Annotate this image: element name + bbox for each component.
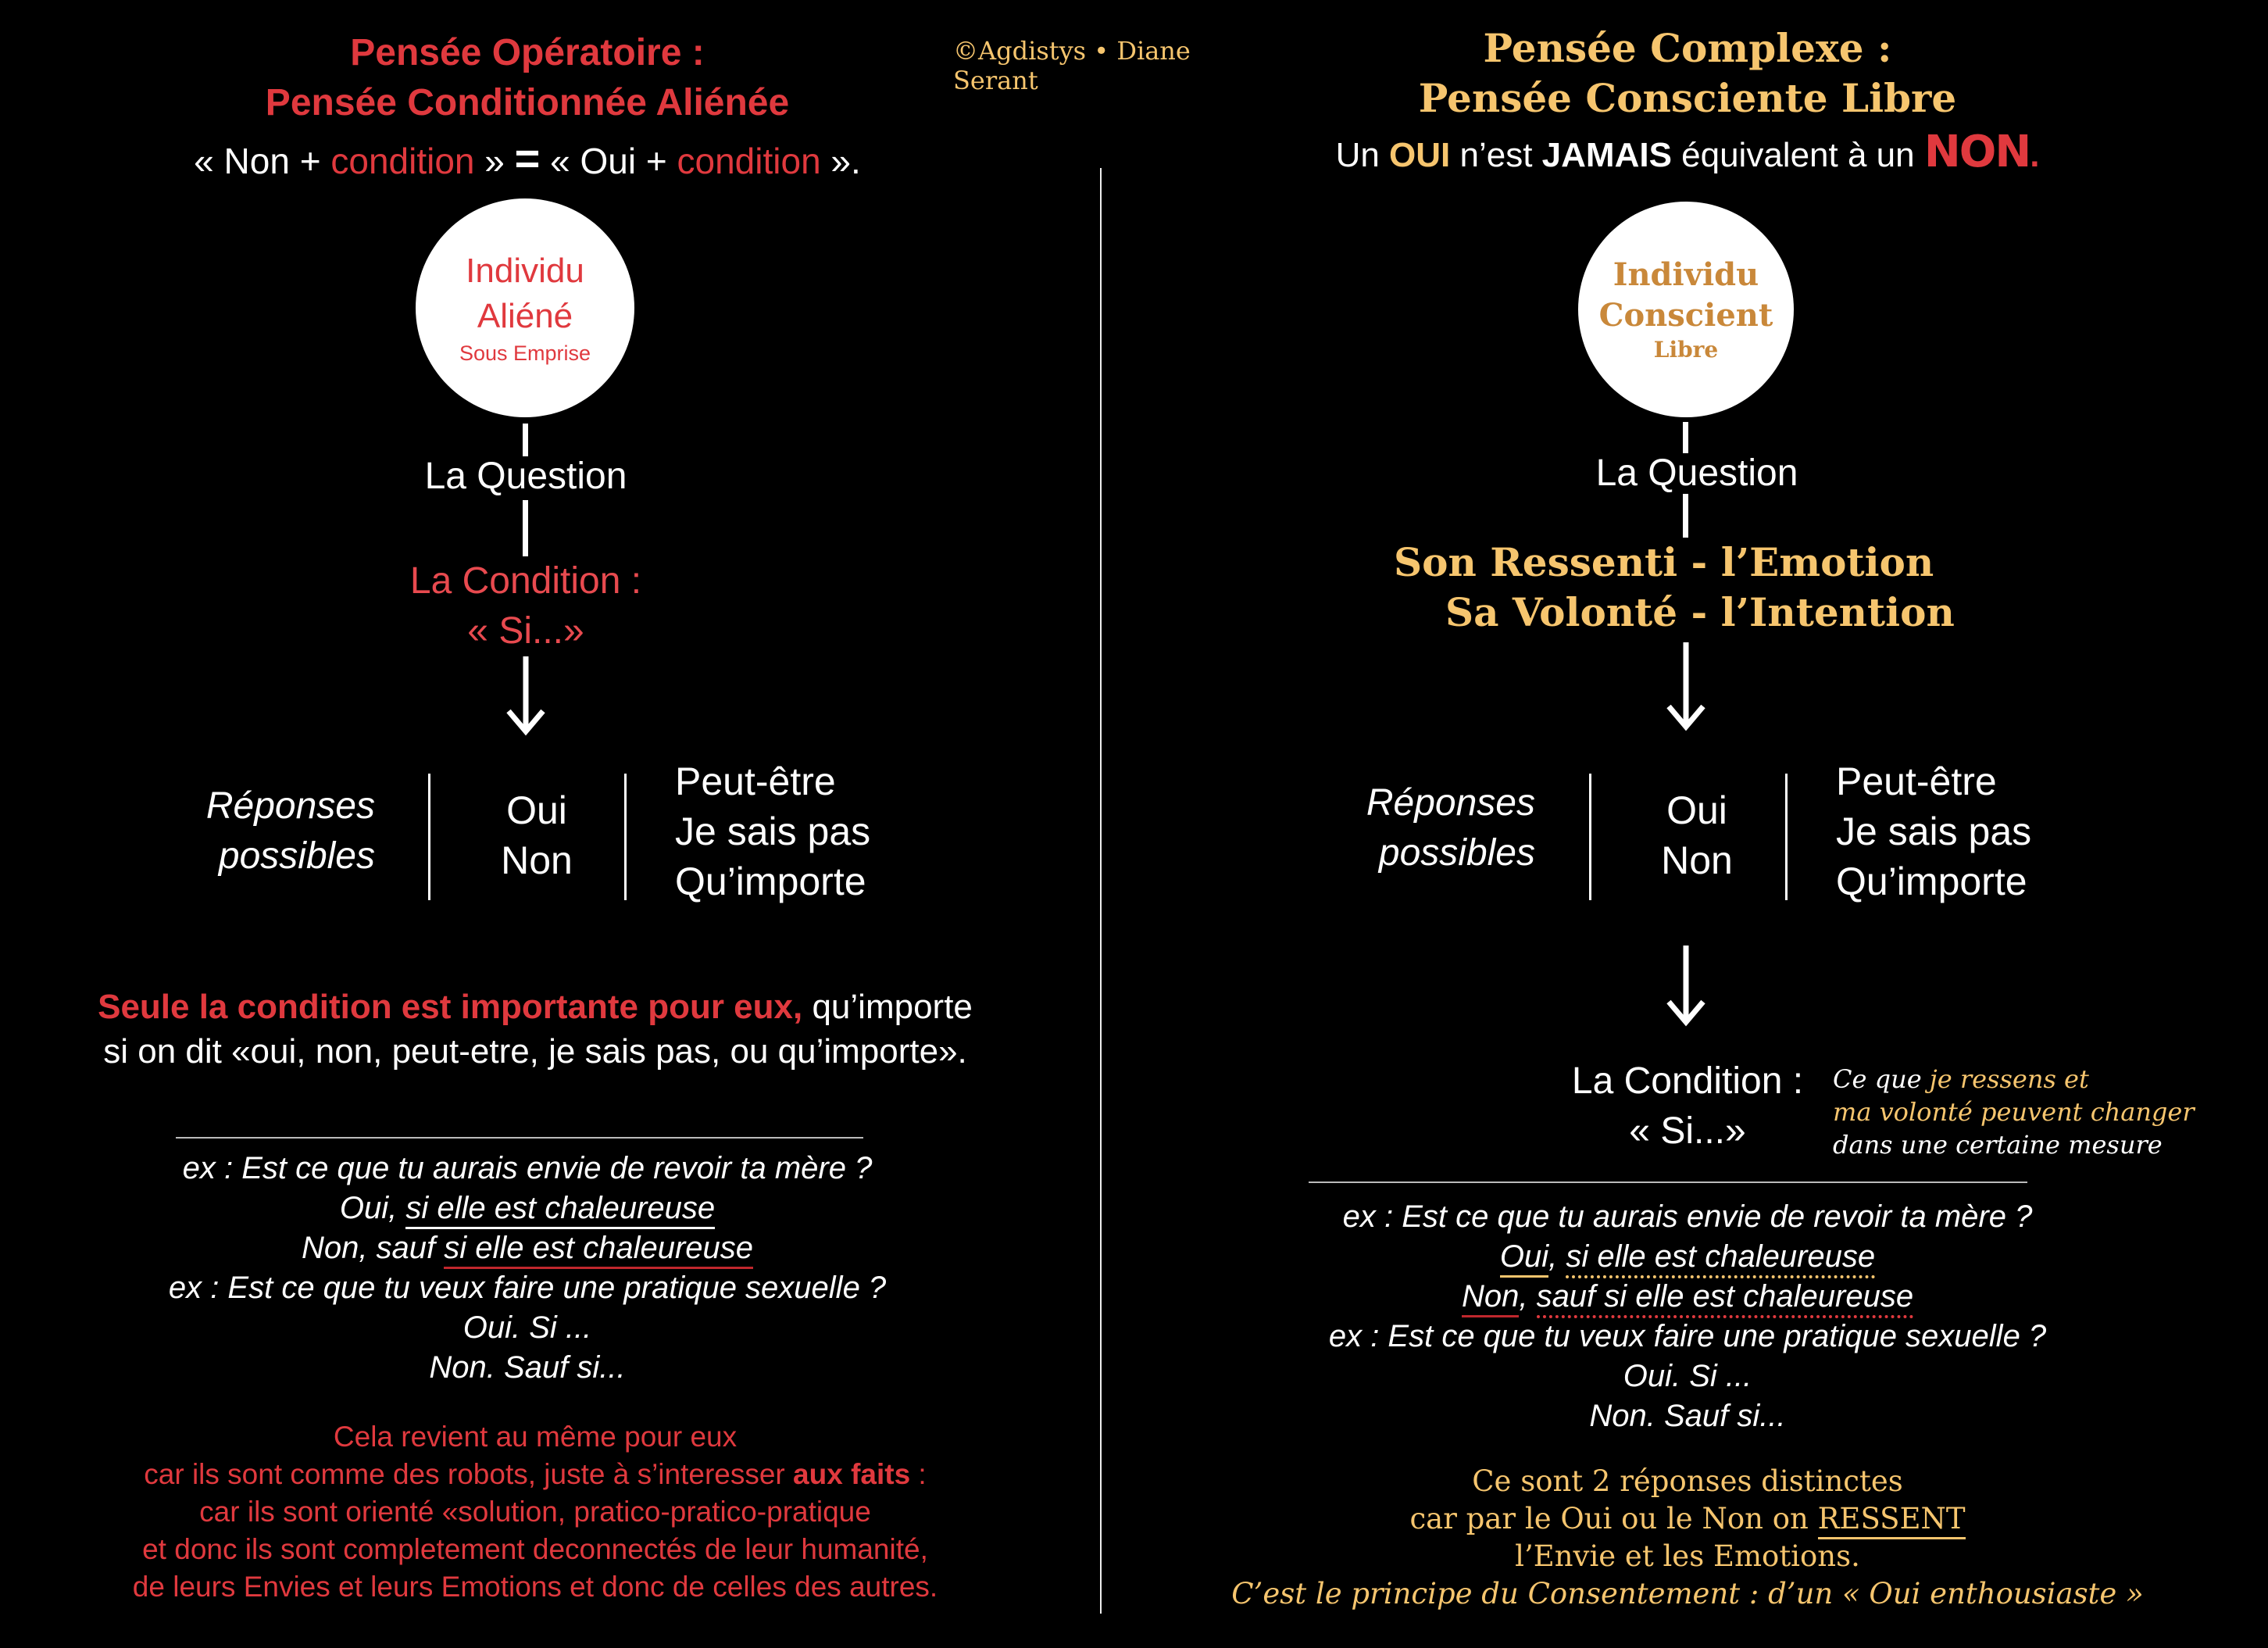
subtitle-oui: OUI [1389, 136, 1451, 174]
left-divider-1 [428, 774, 430, 900]
formula-text: » [474, 141, 515, 181]
answer-no: Non [1661, 838, 1733, 882]
conclusion-line: et donc ils sont completement deconnectés de leur humanité, [142, 1533, 928, 1565]
subtitle-jamais: JAMAIS [1541, 136, 1672, 174]
right-condition-label: La Condition : [1571, 1060, 1804, 1102]
right-subtitle [1250, 127, 2125, 177]
right-title-line2: Pensée Consciente Libre [1418, 75, 1957, 121]
left-question: La Question [424, 456, 627, 497]
example-comma: , [1548, 1239, 1566, 1274]
example-question: ex : Est ce que tu aurais envie de revoir ta mère ? [182, 1151, 873, 1185]
center-divider [1100, 168, 1102, 1614]
left-conclusion [31, 1418, 1039, 1606]
circle-line3: Sous Emprise [459, 341, 591, 365]
statement-white-line2: si on dit «oui, non, peut-etre, je sais pas, ou qu’importe». [103, 1032, 967, 1071]
subtitle-text: Un [1335, 136, 1390, 174]
note-highlight: je ressens et [1929, 1064, 2089, 1094]
right-question: La Question [1595, 452, 1798, 494]
right-divider-1 [1589, 774, 1591, 900]
left-down-arrow [502, 656, 549, 742]
subtitle-non: NON [1923, 127, 2030, 177]
subtitle-text: n’est [1450, 136, 1542, 174]
left-examples [55, 1149, 1000, 1388]
right-divider-2 [1785, 774, 1788, 900]
circle-line1: Individu [1613, 256, 1759, 293]
subtitle-text: équivalent à un [1671, 136, 1924, 174]
example-answer: Non. Sauf si... [1589, 1399, 1786, 1433]
example-answer: Non [1462, 1279, 1519, 1317]
example-comma: , [1519, 1279, 1537, 1314]
right-yes-no [1615, 785, 1779, 885]
right-conclusion [1195, 1463, 2180, 1613]
conclusion-line: car ils sont orienté «solution, pratico-pratico-pratique [199, 1496, 871, 1528]
note-text: Ce que [1833, 1064, 1930, 1094]
left-title [63, 28, 992, 128]
right-condition-si: « Si...» [1629, 1110, 1746, 1152]
left-title-line1: Pensée Opératoire : [350, 32, 705, 73]
responses-label-line1: Réponses [1366, 782, 1535, 824]
right-connector [1683, 422, 1688, 453]
right-ressenti: Son Ressenti - l’Emotion [1394, 539, 1934, 585]
circle-line3: Libre [1653, 337, 1719, 363]
left-connector [523, 424, 528, 456]
example-question: ex : Est ce que tu veux faire une pratique sexuelle ? [168, 1271, 887, 1305]
left-individual-circle [416, 198, 634, 417]
example-condition: si elle est chaleureuse [444, 1231, 753, 1269]
right-volonte: Sa Volonté - l’Intention [1445, 589, 1955, 635]
statement-white: qu’importe [802, 988, 973, 1026]
copyright: ©Agdistys • Diane Serant [953, 36, 1191, 95]
conclusion-line: de leurs Envies et leurs Emotions et donc de celles des autres. [132, 1571, 938, 1603]
example-condition: si elle est chaleureuse [1566, 1239, 1875, 1278]
right-feelings [1359, 538, 2063, 638]
conclusion-line: l’Envie et les Emotions. [1515, 1539, 1860, 1573]
answer-yes: Oui [506, 788, 567, 832]
conclusion-line: Ce sont 2 réponses distinctes [1472, 1464, 1903, 1498]
responses-label-line2: possibles [218, 835, 375, 877]
note-text: dans une certaine mesure [1833, 1130, 2163, 1160]
left-formula [47, 133, 1008, 184]
left-responses-label [141, 781, 375, 881]
answer-whatever: Qu’importe [1836, 860, 2027, 903]
answer-yes: Oui [1666, 788, 1727, 832]
responses-label-line2: possibles [1378, 832, 1535, 874]
circle-line1: Individu [466, 252, 584, 290]
right-responses-label [1301, 778, 1535, 878]
example-answer: Non, sauf [301, 1231, 445, 1265]
formula-condition: condition [677, 141, 821, 181]
left-title-line2: Pensée Conditionnée Aliénée [265, 82, 790, 123]
subtitle-dot: . [2030, 136, 2040, 174]
conclusion-text: : [910, 1458, 927, 1490]
left-connector [523, 500, 528, 556]
left-divider-2 [624, 774, 627, 900]
left-condition-si: « Si...» [467, 610, 584, 652]
left-other-answers [675, 756, 988, 906]
right-condition-note [1833, 1063, 2255, 1161]
formula-text: « Non + [194, 141, 331, 181]
answer-maybe: Peut-être [1836, 760, 1997, 803]
formula-text: « Oui + [540, 141, 677, 181]
right-connector [1683, 494, 1688, 538]
conclusion-ressent: RESSENT [1818, 1502, 1966, 1539]
circle-line2: Aliéné [477, 297, 573, 335]
left-statement [31, 985, 1039, 1074]
conclusion-consent: C’est le principe du Consentement : d’un « Oui enthousiaste » [1231, 1577, 2144, 1610]
right-title-line1: Pensée Complexe : [1483, 25, 1892, 71]
right-individual-circle [1578, 202, 1794, 417]
right-title [1289, 23, 2086, 123]
right-other-answers [1836, 756, 2148, 906]
note-highlight: ma volonté peuvent changer [1833, 1097, 2195, 1127]
example-answer: Non. Sauf si... [429, 1350, 626, 1385]
formula-equals: = [514, 134, 541, 183]
left-condition-label: La Condition : [409, 560, 642, 602]
conclusion-text: car par le Oui ou le Non on [1409, 1502, 1818, 1535]
formula-condition: condition [330, 141, 475, 181]
example-question: ex : Est ce que tu veux faire une pratique sexuelle ? [1328, 1319, 2047, 1353]
left-yes-no [455, 785, 619, 885]
formula-text: ». [820, 141, 861, 181]
example-answer: Oui. Si ... [463, 1310, 592, 1345]
example-answer: Oui. Si ... [1623, 1359, 1752, 1393]
answer-whatever: Qu’importe [675, 860, 866, 903]
example-condition: si elle est chaleureuse [405, 1191, 715, 1229]
example-answer: Oui [1500, 1239, 1548, 1278]
right-condition [1531, 1056, 1844, 1156]
right-down-arrow-2 [1663, 946, 1709, 1031]
example-question: ex : Est ce que tu aurais envie de revoir ta mère ? [1342, 1199, 2033, 1234]
statement-red: Seule la condition est importante pour eux, [98, 988, 803, 1026]
left-separator [176, 1137, 863, 1139]
right-down-arrow-1 [1663, 642, 1709, 738]
answer-dont-know: Je sais pas [675, 810, 871, 853]
left-condition [346, 556, 705, 656]
example-condition: sauf si elle est chaleureuse [1537, 1279, 1914, 1318]
right-separator [1309, 1181, 2027, 1183]
answer-dont-know: Je sais pas [1836, 810, 2032, 853]
conclusion-line: Cela revient au même pour eux [333, 1421, 738, 1453]
answer-no: Non [501, 838, 573, 882]
answer-maybe: Peut-être [675, 760, 836, 803]
circle-line2: Conscient [1598, 297, 1773, 334]
example-answer: Oui, [339, 1191, 406, 1225]
right-examples [1219, 1197, 2156, 1436]
responses-label-line1: Réponses [205, 785, 375, 827]
conclusion-text: car ils sont comme des robots, juste à s’interesser [144, 1458, 794, 1490]
conclusion-bold: aux faits [793, 1458, 911, 1490]
